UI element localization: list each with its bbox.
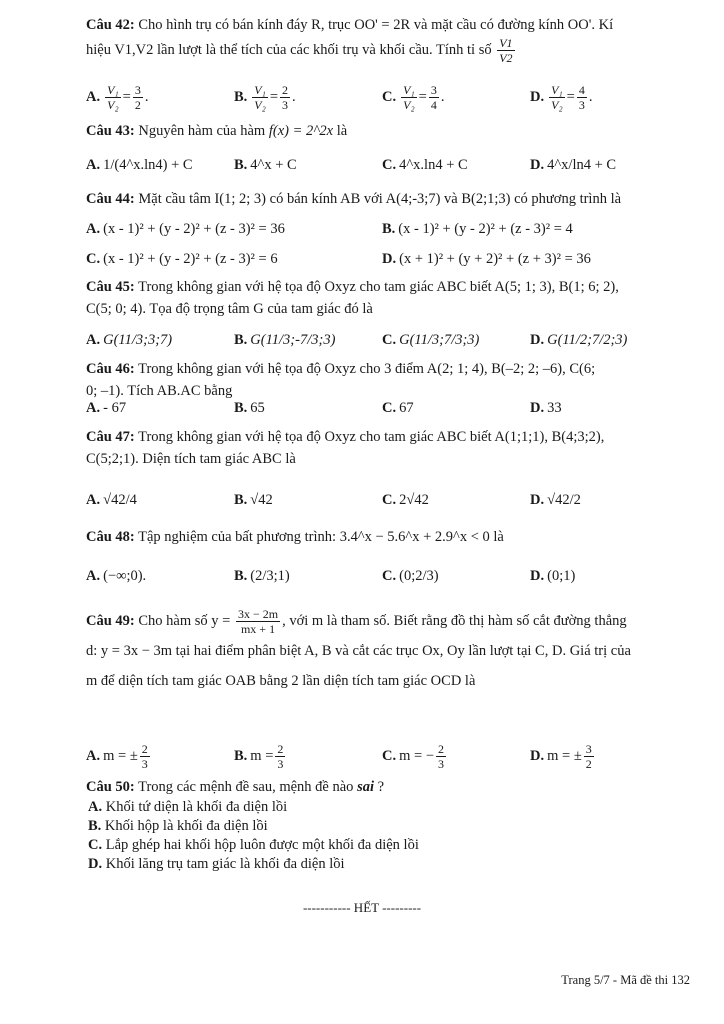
option-b[interactable]: B. m = $\frac{2}{3}$ — [234, 741, 284, 771]
option-a[interactable]: A. √42/4 — [86, 491, 137, 508]
option-a[interactable]: A. G(11/3;3;7) — [86, 331, 173, 348]
option-c[interactable]: C. G(11/3;7/3;3) — [382, 331, 480, 348]
statement-a[interactable]: A. Khối tứ diện là khối đa diện lồi — [88, 799, 288, 815]
question-43: Câu 43: Nguyên hàm của hàm f(x) = 2^2x là — [86, 123, 348, 139]
question-42 — [86, 14, 690, 65]
statement-b[interactable]: B. Khối hộp là khối đa diện lồi — [88, 818, 268, 834]
question-45: Câu 45: Trong không gian với hệ tọa độ Oxyz cho tam giác ABC biết A(5; 1; 3), B(1; 6; 2), C(5; 0; 4). Tọa độ trọng tâm G của tam giác đó là — [86, 279, 619, 317]
option-d[interactable]: D. 4^x/ln4 + C — [530, 156, 617, 173]
option-a[interactable]: A. (−∞;0). — [86, 567, 147, 584]
option-a[interactable]: A. 1/(4^x.ln4) + C — [86, 156, 193, 173]
question-44: Câu 44: Mặt cầu tâm I(1; 2; 3) có bán kính AB với A(4;-3;7) và B(2;1;3) có phương trình là — [86, 191, 622, 207]
question-44-options-row1 — [86, 214, 690, 244]
option-d[interactable]: D. √42/2 — [530, 491, 581, 508]
page-footer: Trang 5/7 - Mã đề thi 132 — [561, 973, 690, 987]
statement-d[interactable]: D. Khối lăng trụ tam giác là khối đa diện lồi — [88, 856, 345, 872]
question-45-options — [86, 320, 690, 360]
statement-c[interactable]: C. Lắp ghép hai khối hộp luôn được một khối đa diện lồi — [88, 837, 419, 853]
option-b[interactable]: B. (x - 1)² + (y - 2)² + (z - 3)² = 4 — [382, 220, 573, 237]
option-d[interactable]: D. G(11/2;7/2;3) — [530, 331, 628, 348]
question-text: Cho hình trụ có bán kính đáy R, trục OO' = 2R và mặt cầu có đường kính OO'. Kí — [138, 17, 614, 33]
function-fraction: $\frac{3x - 2m}{mx + 1}$ — [237, 607, 279, 637]
option-d[interactable]: D. (0;1) — [530, 567, 576, 584]
question-46: Câu 46: Trong không gian với hệ tọa độ Oxyz cho 3 điểm A(2; 1; 4), B(–2; 2; –6), C(6; 0; –1). Tích AB.AC bằng — [86, 361, 596, 399]
option-c[interactable]: C. m = − $\frac{2}{3}$ — [382, 741, 444, 771]
option-a[interactable]: A. (x - 1)² + (y - 2)² + (z - 3)² = 36 — [86, 220, 285, 237]
question-46-options — [86, 398, 690, 418]
question-text-2: hiệu V1,V2 lần lượt là thể tích của các khối trụ và khối cầu. Tính tỉ số — [86, 41, 492, 58]
question-43-options — [86, 148, 690, 182]
ratio-fraction: $\frac{V1}{V2}$ — [499, 36, 513, 65]
option-b[interactable]: B. $\frac{\text{V₁}}{\text{V₂}}$ = $\frac{2}{3}$ . — [234, 82, 296, 112]
question-47: Câu 47: Trong không gian với hệ tọa độ Oxyz cho tam giác ABC biết A(1;1;1), B(4;3;2), C(5;2;1). Diện tích tam giác ABC là — [86, 429, 605, 467]
question-47-options — [86, 478, 690, 522]
option-c[interactable]: C. $\frac{\text{V₁}}{\text{V₂}}$ = $\frac{3}{4}$ . — [382, 82, 445, 112]
option-d[interactable]: D. 33 — [530, 399, 562, 416]
question-42-options — [86, 82, 690, 112]
option-a[interactable]: A. $\frac{\text{V₁}}{\text{V₂}}$ = $\frac{3}{2}$ . — [86, 82, 149, 112]
question-48-options — [86, 556, 690, 596]
option-b[interactable]: B. 65 — [234, 399, 265, 416]
option-b[interactable]: B. (2/3;1) — [234, 567, 290, 584]
end-marker: ----------- HẾT --------- — [302, 900, 422, 915]
option-c[interactable]: C. (0;2/3) — [382, 567, 439, 584]
question-44-options-row2 — [86, 244, 690, 274]
option-c[interactable]: C. (x - 1)² + (y - 2)² + (z - 3)² = 6 — [86, 250, 278, 267]
option-d[interactable]: D. $\frac{\text{V₁}}{\text{V₂}}$ = $\frac{4}{3}$ . — [530, 82, 593, 112]
option-c[interactable]: C. 4^x.ln4 + C — [382, 156, 468, 173]
option-b[interactable]: B. √42 — [234, 491, 273, 508]
inequality-expression: 3.4^x − 5.6^x + 2.9^x < 0 — [339, 529, 490, 545]
option-a[interactable]: A. - 67 — [86, 399, 127, 416]
question-label: Câu 42: — [86, 17, 135, 33]
option-d[interactable]: D. m = ± $\frac{3}{2}$ — [530, 741, 592, 771]
function-expression: f(x) = 2^2x — [268, 123, 334, 139]
option-c[interactable]: C. 2√42 — [382, 491, 429, 508]
question-48: Câu 48: Tập nghiệm của bất phương trình: 3.4^x − 5.6^x + 2.9^x < 0 là — [86, 529, 504, 545]
question-49: Câu 49: Cho hàm số y = $\frac{3x - 2m}{mx + 1}$ , với m là tham số. Biết rằng đồ thị hàm số cắt đường thẳng d: y = 3x − 3m tại hai điểm phân biệt A, B và cắt các trục Ox, Oy lần lượt tại C, D. Giá trị của m để diện tích tam giác OAB bằng 2 lần diện tích tam giác OCD là — [86, 607, 631, 690]
option-b[interactable]: B. 4^x + C — [234, 156, 297, 173]
question-49-options — [86, 738, 690, 774]
option-b[interactable]: B. G(11/3;-7/3;3) — [234, 331, 336, 348]
option-d[interactable]: D. (x + 1)² + (y + 2)² + (z + 3)² = 36 — [382, 250, 591, 267]
question-50: Câu 50: Trong các mệnh đề sau, mệnh đề nào sai ? — [86, 779, 385, 795]
option-a[interactable]: A. m = ± $\frac{2}{3}$ — [86, 741, 148, 771]
option-c[interactable]: C. 67 — [382, 399, 414, 416]
